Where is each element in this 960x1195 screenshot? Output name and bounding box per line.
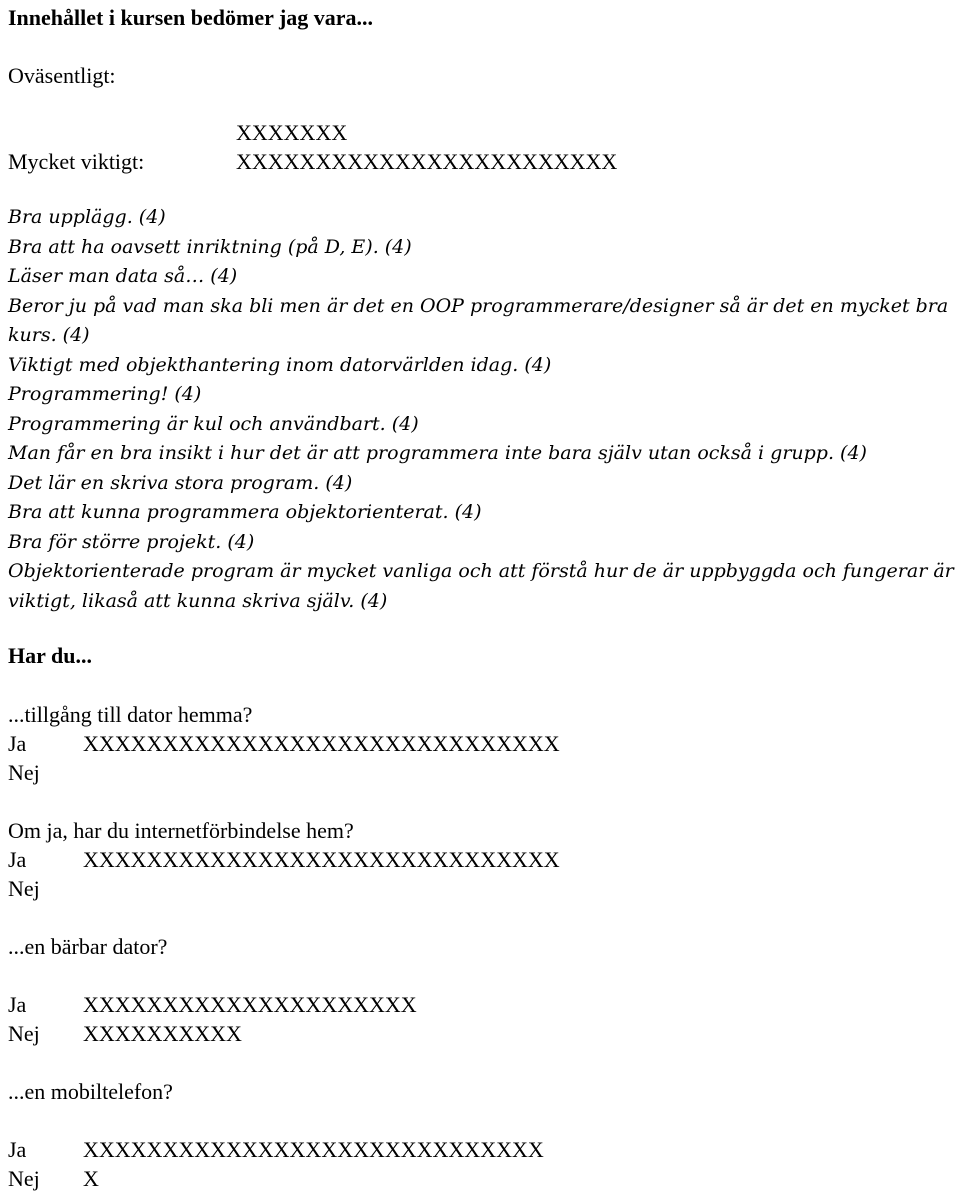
comment-item: Programmering är kul och användbart. (4) bbox=[8, 412, 419, 435]
comment-item: Man får en bra insikt i hur det är att programmera inte bara själv utan också i grupp. (4) bbox=[8, 442, 867, 464]
comment-item: Bra att ha oavsett inriktning (på D, E). (4) bbox=[8, 235, 412, 258]
scale-high-label: Mycket viktigt: bbox=[8, 149, 145, 174]
scale-low-label: Oväsentligt: bbox=[8, 63, 116, 88]
answer-no-tally: XXXXXXXXXX bbox=[83, 1021, 242, 1046]
question-laptop: ...en bärbar dator? bbox=[8, 934, 168, 959]
answer-yes-tally: XXXXXXXXXXXXXXXXXXXXXXXXXXXXXX bbox=[83, 847, 560, 872]
answer-yes-tally: XXXXXXXXXXXXXXXXXXXXX bbox=[83, 992, 417, 1017]
comment-item: Bra för större projekt. (4) bbox=[8, 530, 255, 553]
question-home-computer: ...tillgång till dator hemma? bbox=[8, 702, 253, 727]
comment-item: Objektorienterade program är mycket vanliga och att förstå hur de är uppbyggda och fungerar är viktigt, likaså att kunna skriva själv. (4) bbox=[8, 560, 954, 612]
answer-yes-tally: XXXXXXXXXXXXXXXXXXXXXXXXXXXXXX bbox=[83, 731, 560, 756]
comment-item: Programmering! (4) bbox=[8, 383, 202, 405]
answer-no-label: Nej bbox=[8, 760, 40, 785]
comment-item: Bra upplägg. (4) bbox=[8, 206, 166, 228]
question-mobile-phone: ...en mobiltelefon? bbox=[8, 1079, 173, 1104]
section-heading-content: Innehållet i kursen bedömer jag vara... bbox=[8, 5, 374, 30]
answer-no-label: Nej bbox=[8, 876, 40, 901]
answer-no-tally: X bbox=[83, 1166, 99, 1191]
comment-item: Det lär en skriva stora program. (4) bbox=[8, 471, 353, 494]
comment-item: Viktigt med objekthantering inom datorvärlden idag. (4) bbox=[8, 353, 552, 376]
question-internet: Om ja, har du internetförbindelse hem? bbox=[8, 818, 354, 843]
answer-yes-label: Ja bbox=[8, 992, 27, 1017]
comment-list bbox=[0, 203, 960, 616]
section-heading-har-du: Har du... bbox=[8, 643, 92, 668]
answer-no-label: Nej bbox=[8, 1166, 40, 1191]
comment-item: Bra att kunna programmera objektorienterat. (4) bbox=[8, 501, 482, 523]
answer-yes-label: Ja bbox=[8, 1137, 27, 1162]
answer-yes-label: Ja bbox=[8, 847, 27, 872]
answer-yes-tally: XXXXXXXXXXXXXXXXXXXXXXXXXXXXX bbox=[83, 1137, 544, 1162]
scale-mid-tally: XXXXXXX bbox=[236, 120, 348, 145]
comment-item: Läser man data så… (4) bbox=[8, 265, 238, 287]
scale-high-tally: XXXXXXXXXXXXXXXXXXXXXXXX bbox=[236, 149, 618, 174]
comment-item: Beror ju på vad man ska bli men är det en OOP programmerare/designer så är det en mycket bra kurs. (4) bbox=[8, 294, 949, 346]
answer-yes-label: Ja bbox=[8, 731, 27, 756]
answer-no-label: Nej bbox=[8, 1021, 40, 1046]
